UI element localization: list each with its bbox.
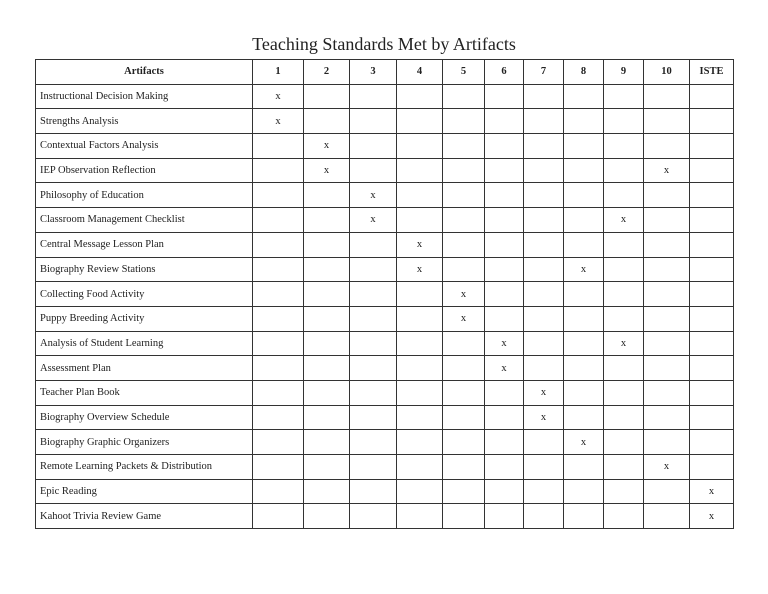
standard-cell xyxy=(564,380,604,405)
standard-cell xyxy=(485,257,524,282)
standard-cell xyxy=(644,257,690,282)
standard-cell xyxy=(253,257,304,282)
standard-cell xyxy=(690,158,734,183)
table-row xyxy=(36,257,734,282)
standard-cell xyxy=(524,183,564,208)
table-row xyxy=(36,405,734,430)
standard-cell xyxy=(485,134,524,159)
standard-cell xyxy=(644,380,690,405)
standard-cell xyxy=(485,183,524,208)
standard-cell xyxy=(253,134,304,159)
artifact-name: Biography Review Stations xyxy=(36,257,253,282)
standard-cell xyxy=(524,208,564,233)
standard-cell xyxy=(485,109,524,134)
standard-cell xyxy=(524,282,564,307)
standard-cell xyxy=(397,208,443,233)
standard-cell xyxy=(350,331,397,356)
standard-cell xyxy=(350,306,397,331)
table-row xyxy=(36,134,734,159)
table-row xyxy=(36,455,734,480)
standard-cell xyxy=(644,282,690,307)
standard-cell: x xyxy=(485,331,524,356)
standard-cell xyxy=(443,232,485,257)
standard-cell xyxy=(690,84,734,109)
standard-cell xyxy=(604,134,644,159)
standard-cell xyxy=(564,479,604,504)
standard-cell: x xyxy=(443,306,485,331)
artifact-name: IEP Observation Reflection xyxy=(36,158,253,183)
standard-cell xyxy=(304,306,350,331)
standards-table xyxy=(35,59,734,529)
standard-cell: x xyxy=(564,257,604,282)
standard-cell xyxy=(443,257,485,282)
standard-cell xyxy=(304,479,350,504)
standard-cell xyxy=(485,84,524,109)
standard-cell xyxy=(604,183,644,208)
standard-cell xyxy=(443,158,485,183)
standard-cell xyxy=(644,109,690,134)
standard-cell xyxy=(524,504,564,529)
standard-cell xyxy=(644,232,690,257)
standard-cell xyxy=(690,183,734,208)
table-row xyxy=(36,158,734,183)
table-row xyxy=(36,232,734,257)
standard-cell: x xyxy=(350,183,397,208)
standard-cell xyxy=(644,331,690,356)
standard-cell xyxy=(564,504,604,529)
standard-cell: x xyxy=(397,232,443,257)
standard-cell xyxy=(443,134,485,159)
standard-cell xyxy=(253,331,304,356)
table-row xyxy=(36,109,734,134)
standard-cell xyxy=(304,356,350,381)
standard-cell xyxy=(304,84,350,109)
artifact-name: Philosophy of Education xyxy=(36,183,253,208)
standard-cell xyxy=(443,356,485,381)
standard-cell xyxy=(253,479,304,504)
artifact-name: Central Message Lesson Plan xyxy=(36,232,253,257)
standard-cell xyxy=(350,430,397,455)
standard-cell xyxy=(644,306,690,331)
standard-cell xyxy=(304,504,350,529)
standard-cell xyxy=(644,208,690,233)
header-standard-10: 10 xyxy=(644,60,690,85)
standard-cell xyxy=(443,208,485,233)
artifact-name: Biography Graphic Organizers xyxy=(36,430,253,455)
artifact-name: Collecting Food Activity xyxy=(36,282,253,307)
standard-cell xyxy=(443,380,485,405)
table-row xyxy=(36,380,734,405)
standard-cell xyxy=(253,158,304,183)
table-row xyxy=(36,84,734,109)
standard-cell xyxy=(604,109,644,134)
standard-cell xyxy=(485,405,524,430)
table-row xyxy=(36,331,734,356)
standard-cell xyxy=(644,479,690,504)
standard-cell xyxy=(485,158,524,183)
standard-cell: x xyxy=(690,479,734,504)
standard-cell xyxy=(644,183,690,208)
standard-cell xyxy=(253,232,304,257)
artifact-name: Contextual Factors Analysis xyxy=(36,134,253,159)
standard-cell xyxy=(564,109,604,134)
standard-cell xyxy=(304,208,350,233)
standard-cell xyxy=(690,356,734,381)
standard-cell xyxy=(485,430,524,455)
standard-cell xyxy=(485,455,524,480)
standard-cell xyxy=(564,158,604,183)
standard-cell: x xyxy=(604,208,644,233)
standard-cell xyxy=(485,504,524,529)
standard-cell xyxy=(690,208,734,233)
artifact-name: Teacher Plan Book xyxy=(36,380,253,405)
standard-cell xyxy=(604,158,644,183)
header-standard-8: 8 xyxy=(564,60,604,85)
standard-cell xyxy=(690,282,734,307)
standard-cell xyxy=(443,455,485,480)
standard-cell xyxy=(350,380,397,405)
standard-cell xyxy=(564,455,604,480)
standard-cell xyxy=(604,282,644,307)
table-row xyxy=(36,504,734,529)
standard-cell xyxy=(564,84,604,109)
standard-cell: x xyxy=(485,356,524,381)
header-standard-6: 6 xyxy=(485,60,524,85)
standard-cell xyxy=(690,331,734,356)
header-artifacts: Artifacts xyxy=(36,60,253,85)
standard-cell xyxy=(524,134,564,159)
standard-cell xyxy=(443,331,485,356)
header-standard-iste: ISTE xyxy=(690,60,734,85)
table-row xyxy=(36,479,734,504)
standard-cell xyxy=(350,455,397,480)
page-title: Teaching Standards Met by Artifacts xyxy=(252,34,516,54)
standard-cell xyxy=(524,306,564,331)
standard-cell xyxy=(304,109,350,134)
standard-cell xyxy=(564,306,604,331)
standard-cell xyxy=(443,84,485,109)
standard-cell: x xyxy=(604,331,644,356)
standard-cell xyxy=(397,282,443,307)
standard-cell xyxy=(253,380,304,405)
standard-cell xyxy=(253,306,304,331)
standard-cell xyxy=(253,405,304,430)
artifact-name: Analysis of Student Learning xyxy=(36,331,253,356)
standard-cell xyxy=(644,356,690,381)
standard-cell xyxy=(397,479,443,504)
standard-cell: x xyxy=(524,405,564,430)
standard-cell xyxy=(350,158,397,183)
header-standard-5: 5 xyxy=(443,60,485,85)
standard-cell xyxy=(524,479,564,504)
standard-cell xyxy=(397,405,443,430)
standard-cell xyxy=(524,356,564,381)
standard-cell xyxy=(304,455,350,480)
artifact-name: Remote Learning Packets & Distribution xyxy=(36,455,253,480)
standard-cell xyxy=(397,331,443,356)
standard-cell xyxy=(564,134,604,159)
standard-cell xyxy=(564,183,604,208)
standard-cell xyxy=(524,257,564,282)
standard-cell xyxy=(644,430,690,455)
standard-cell xyxy=(397,183,443,208)
header-row xyxy=(36,60,734,85)
artifact-name: Puppy Breeding Activity xyxy=(36,306,253,331)
standard-cell: x xyxy=(253,109,304,134)
standard-cell xyxy=(304,232,350,257)
standard-cell xyxy=(443,479,485,504)
standard-cell xyxy=(350,282,397,307)
standard-cell xyxy=(397,134,443,159)
standard-cell xyxy=(690,405,734,430)
standard-cell xyxy=(397,430,443,455)
standard-cell: x xyxy=(350,208,397,233)
standard-cell xyxy=(564,356,604,381)
standard-cell xyxy=(350,356,397,381)
standard-cell xyxy=(690,306,734,331)
standard-cell xyxy=(604,479,644,504)
standard-cell: x xyxy=(304,134,350,159)
standard-cell xyxy=(564,405,604,430)
standard-cell xyxy=(350,84,397,109)
standard-cell xyxy=(350,479,397,504)
standard-cell: x xyxy=(253,84,304,109)
standard-cell xyxy=(304,331,350,356)
standard-cell xyxy=(604,84,644,109)
standard-cell xyxy=(604,257,644,282)
header-standard-9: 9 xyxy=(604,60,644,85)
standard-cell xyxy=(397,84,443,109)
standard-cell xyxy=(485,479,524,504)
artifact-name: Assessment Plan xyxy=(36,356,253,381)
standard-cell xyxy=(644,504,690,529)
table-row xyxy=(36,183,734,208)
standard-cell xyxy=(604,232,644,257)
standard-cell xyxy=(397,380,443,405)
standard-cell xyxy=(304,183,350,208)
standard-cell xyxy=(524,232,564,257)
standard-cell xyxy=(443,504,485,529)
standard-cell xyxy=(253,504,304,529)
standard-cell: x xyxy=(304,158,350,183)
standard-cell xyxy=(644,84,690,109)
standard-cell xyxy=(604,455,644,480)
artifact-name: Epic Reading xyxy=(36,479,253,504)
artifact-name: Kahoot Trivia Review Game xyxy=(36,504,253,529)
standard-cell xyxy=(397,455,443,480)
standard-cell xyxy=(350,405,397,430)
artifact-name: Classroom Management Checklist xyxy=(36,208,253,233)
standard-cell: x xyxy=(644,158,690,183)
standard-cell xyxy=(564,331,604,356)
artifact-name: Strengths Analysis xyxy=(36,109,253,134)
standard-cell xyxy=(690,257,734,282)
table-row xyxy=(36,430,734,455)
standard-cell xyxy=(604,504,644,529)
header-standard-2: 2 xyxy=(304,60,350,85)
standard-cell xyxy=(564,282,604,307)
standard-cell: x xyxy=(524,380,564,405)
standard-cell xyxy=(253,183,304,208)
standard-cell xyxy=(604,380,644,405)
standard-cell xyxy=(304,405,350,430)
header-standard-7: 7 xyxy=(524,60,564,85)
standard-cell xyxy=(524,331,564,356)
standard-cell xyxy=(304,380,350,405)
standard-cell xyxy=(524,430,564,455)
table-row xyxy=(36,356,734,381)
standard-cell xyxy=(253,282,304,307)
standard-cell xyxy=(443,430,485,455)
standard-cell xyxy=(253,208,304,233)
standard-cell: x xyxy=(443,282,485,307)
standard-cell xyxy=(253,430,304,455)
standard-cell xyxy=(397,158,443,183)
table-row xyxy=(36,306,734,331)
standard-cell xyxy=(485,232,524,257)
standard-cell xyxy=(524,109,564,134)
standard-cell xyxy=(690,380,734,405)
standard-cell xyxy=(304,282,350,307)
standard-cell xyxy=(604,405,644,430)
standard-cell xyxy=(350,232,397,257)
standard-cell xyxy=(304,430,350,455)
standard-cell xyxy=(443,183,485,208)
standard-cell xyxy=(564,208,604,233)
header-standard-3: 3 xyxy=(350,60,397,85)
standard-cell xyxy=(350,257,397,282)
standard-cell xyxy=(350,504,397,529)
standard-cell xyxy=(644,405,690,430)
standard-cell xyxy=(485,306,524,331)
standard-cell xyxy=(524,158,564,183)
table-row xyxy=(36,208,734,233)
standard-cell xyxy=(524,455,564,480)
standard-cell xyxy=(524,84,564,109)
standard-cell: x xyxy=(690,504,734,529)
standard-cell xyxy=(253,356,304,381)
standard-cell xyxy=(604,356,644,381)
artifact-name: Biography Overview Schedule xyxy=(36,405,253,430)
header-standard-1: 1 xyxy=(253,60,304,85)
standard-cell xyxy=(350,134,397,159)
standard-cell xyxy=(443,405,485,430)
standard-cell xyxy=(564,232,604,257)
standard-cell: x xyxy=(644,455,690,480)
standard-cell xyxy=(304,257,350,282)
standard-cell xyxy=(604,430,644,455)
standard-cell xyxy=(604,306,644,331)
standard-cell xyxy=(397,306,443,331)
standard-cell xyxy=(690,430,734,455)
standard-cell xyxy=(690,109,734,134)
table-row xyxy=(36,282,734,307)
standard-cell xyxy=(690,455,734,480)
standard-cell xyxy=(485,282,524,307)
standard-cell xyxy=(485,208,524,233)
standard-cell xyxy=(690,134,734,159)
standard-cell: x xyxy=(564,430,604,455)
artifact-name: Instructional Decision Making xyxy=(36,84,253,109)
standard-cell xyxy=(644,134,690,159)
standard-cell xyxy=(397,356,443,381)
standard-cell xyxy=(443,109,485,134)
standard-cell xyxy=(485,380,524,405)
standard-cell xyxy=(397,109,443,134)
header-standard-4: 4 xyxy=(397,60,443,85)
standard-cell xyxy=(253,455,304,480)
standard-cell xyxy=(397,504,443,529)
standard-cell xyxy=(350,109,397,134)
standard-cell: x xyxy=(397,257,443,282)
standard-cell xyxy=(690,232,734,257)
